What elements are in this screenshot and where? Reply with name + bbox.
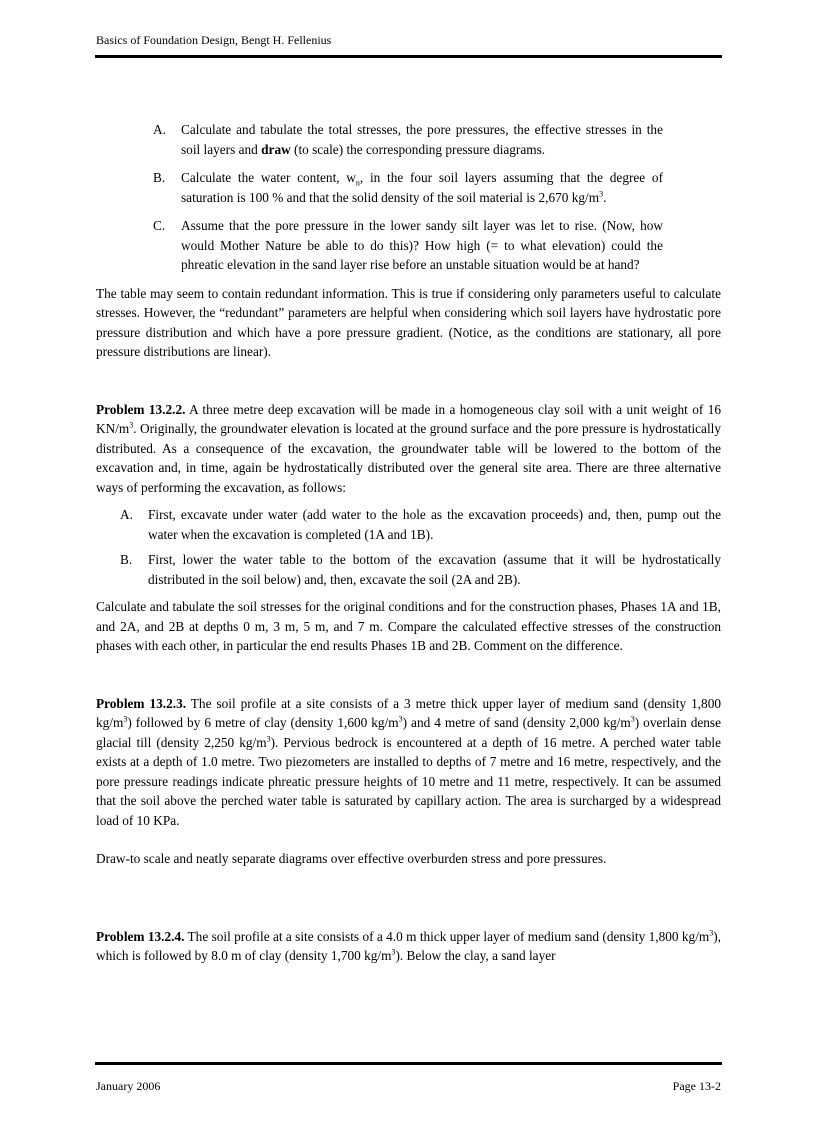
list-item-label: A.: [153, 122, 166, 137]
footer-page-number: Page 13-2: [672, 1079, 721, 1093]
list-item-text: First, lower the water table to the bottom of the excavation (assume that it will be hydrostatically distributed in the soil below) and, then, excavate the soil (2A and 2B).: [148, 552, 721, 587]
problem-title: Problem 13.2.3.: [96, 695, 187, 711]
list-item-label: A.: [120, 507, 133, 522]
problem-13-2-4-paragraph: Problem 13.2.4. The soil profile at a site consists of a 4.0 m thick upper layer of medium sand (density 1,800 $kg/m^3$), which is followed by 8.0 m of clay (density 1,700 $kg/m^3$). Below the clay, a sand layer: [96, 928, 722, 963]
list-item-label: C.: [153, 218, 166, 233]
bold-draw: draw: [261, 141, 291, 157]
problem-parts-list: [153, 120, 663, 275]
draw-paragraph: Draw-to scale and neatly separate diagrams over effective overburden stress and pore pressures.: [96, 851, 607, 866]
list-item: [120, 550, 721, 589]
problem-title: Problem 13.2.2.: [96, 401, 186, 417]
list-item-text: Calculate and tabulate the total stresses, the pore pressures, the effective stresses in the soil layers and draw (to scale) the corresponding pressure diagrams.: [181, 122, 663, 157]
list-item: [153, 216, 663, 275]
excavation-options-list: [120, 505, 721, 589]
list-item-text: First, excavate under water (add water to the hole as the excavation proceeds) and, then, pump out the water when the excavation is completed (1A and 1B).: [148, 507, 721, 542]
footer-date: January 2006: [96, 1079, 161, 1093]
problem-title: Problem 13.2.4.: [96, 928, 185, 944]
list-item-label: B.: [153, 170, 166, 185]
problem-13-2-2-paragraph: Problem 13.2.2. A three metre deep excavation will be made in a homogeneous clay soil with a unit weight of 16 $KN/m^3$. Originally, the groundwater elevation is located at the ground surface and the pore pressure is hydrostatically distributed. As a consequence of the excavation, the groundwater table will be lowered to the bottom of the excavation and, in time, again be hydrostatically distributed over the general site area. There are three alternative ways of performing the excavation, as follows:: [96, 401, 721, 495]
footer-rule: [95, 1062, 722, 1065]
header-rule: [95, 55, 722, 58]
list-item-text: Assume that the pore pressure in the lower sandy silt layer was let to rise. (Now, how would Mother Nature be able to do this)? How high (= to what elevation) could the phreatic elevation in the sand layer rise before an unstable situation would be at hand?: [181, 218, 663, 272]
list-item: [153, 120, 663, 159]
calculate-paragraph: Calculate and tabulate the soil stresses for the original conditions and for the construction phases, Phases 1A and 1B, and 2A, and 2B at depths 0 m, 3 m, 5 m, and 7 m. Compare the calculated effective stresses of the construction phases with each other, in particular the end results Phases 1B and 2B. Comment on the difference.: [96, 599, 721, 653]
header-title: Basics of Foundation Design, Bengt H. Fellenius: [96, 33, 332, 47]
table-note-paragraph: The table may seem to contain redundant information. This is true if considering only parameters useful to calculate stresses. However, the “redundant” parameters are helpful when considering which soil layers have hydrostatic pore pressure distribution and which have a pore pressure gradient. (Notice, as the conditions are stationary, all pore pressure distributions are linear).: [96, 285, 721, 359]
list-item: [153, 168, 663, 207]
list-item-text: Calculate the water content, $w_n$, in the four soil layers assuming that the degree of saturation is 100 % and that the solid density of the soil material is 2,670 $kg/m^3$.: [181, 170, 663, 205]
page-content: [96, 120, 721, 966]
problem-13-2-3-paragraph: Problem 13.2.3. The soil profile at a site consists of a 3 metre thick upper layer of medium sand (density 1,800 $kg/m^3$) followed by 6 metre of clay (density 1,600 $kg/m^3$) and 4 metre of sand (density 2,000 $kg/m^3$) overlain dense glacial till (density 2,250 $kg/m^3$). Pervious bedrock is encountered at a depth of 16 metre. A perched water table exists at a depth of 1.0 metre. Two piezometers are installed to depths of 7 metre and 16 metre, respectively, and the pore pressure readings indicate phreatic pressure heights of 10 metre and 11 metre, respectively. It can be assumed that the soil above the perched water table is saturated by capillary action. The area is surcharged by a widespread load of 10 KPa.: [96, 695, 722, 828]
list-item-label: B.: [120, 552, 133, 567]
list-item: [120, 505, 721, 544]
